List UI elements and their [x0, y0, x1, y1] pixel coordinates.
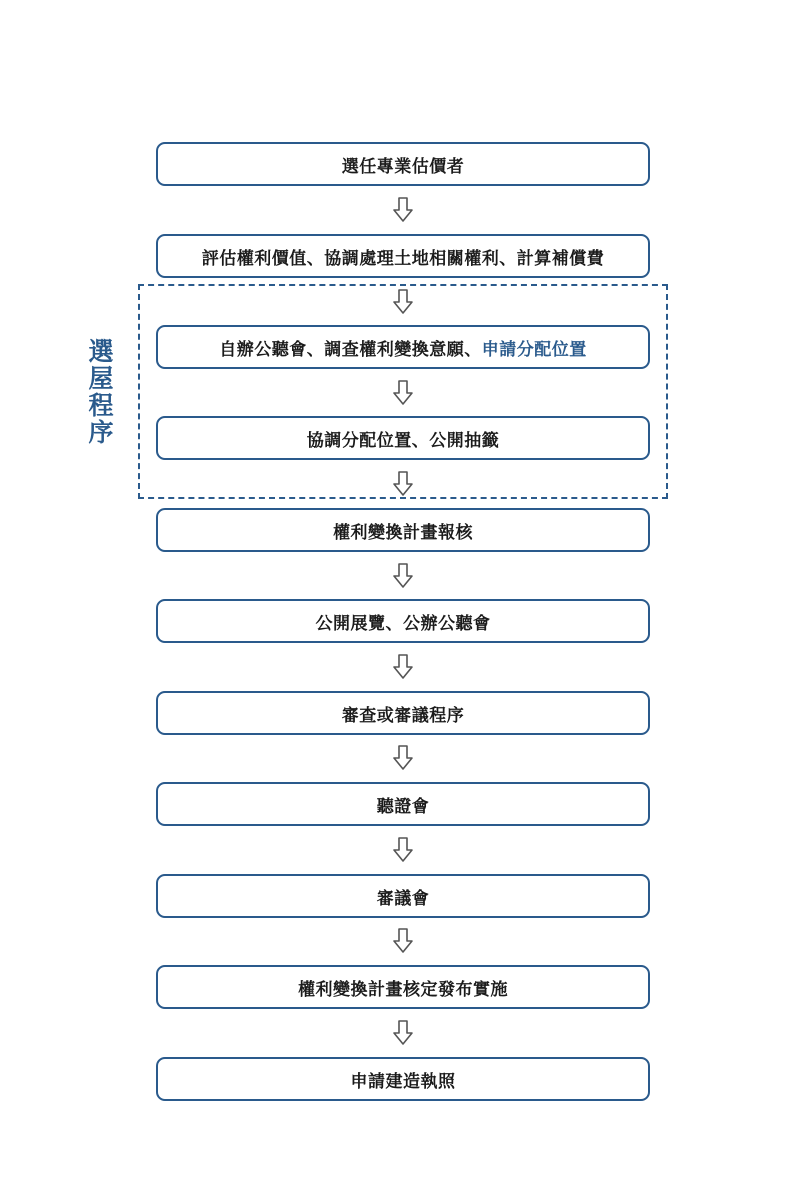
down-arrow-icon: [392, 289, 414, 315]
step-text: 權利變換計畫報核: [333, 522, 473, 543]
step-plan-submission: [156, 508, 650, 552]
step-text: 評估權利價值、協調處理土地相關權利、計算補償費: [201, 248, 605, 269]
step-text: 自辦公聽會、調查權利變換意願、: [219, 339, 482, 360]
step-text: 審議會: [376, 888, 430, 909]
down-arrow-icon: [392, 654, 414, 680]
step-evaluate-rights: [156, 234, 650, 278]
step-plan-approval: [156, 965, 650, 1009]
step-hearing: [156, 782, 650, 826]
step-coordinate-allocation: [156, 416, 650, 460]
step-public-exhibition: [156, 599, 650, 643]
step-text: 公開展覽、公辦公聽會: [315, 613, 491, 634]
step-review-procedure: [156, 691, 650, 735]
step-text: 申請建造執照: [350, 1071, 456, 1092]
down-arrow-icon: [392, 928, 414, 954]
group-label: 選屋程序: [88, 337, 114, 447]
step-text: 審查或審議程序: [341, 705, 465, 726]
step-appoint-appraiser: [156, 142, 650, 186]
down-arrow-icon: [392, 745, 414, 771]
down-arrow-icon: [392, 471, 414, 497]
step-review-committee: [156, 874, 650, 918]
step-text: 協調分配位置、公開抽籤: [306, 430, 500, 451]
down-arrow-icon: [392, 837, 414, 863]
step-text: 權利變換計畫核定發布實施: [298, 979, 508, 1000]
down-arrow-icon: [392, 1020, 414, 1046]
step-text: 聽證會: [376, 796, 430, 817]
step-public-hearing-survey: [156, 325, 650, 369]
step-building-permit: [156, 1057, 650, 1101]
step-text: 選任專業估價者: [341, 156, 465, 177]
step-highlight-text: 申請分配位置: [481, 339, 587, 360]
down-arrow-icon: [392, 197, 414, 223]
down-arrow-icon: [392, 380, 414, 406]
down-arrow-icon: [392, 563, 414, 589]
